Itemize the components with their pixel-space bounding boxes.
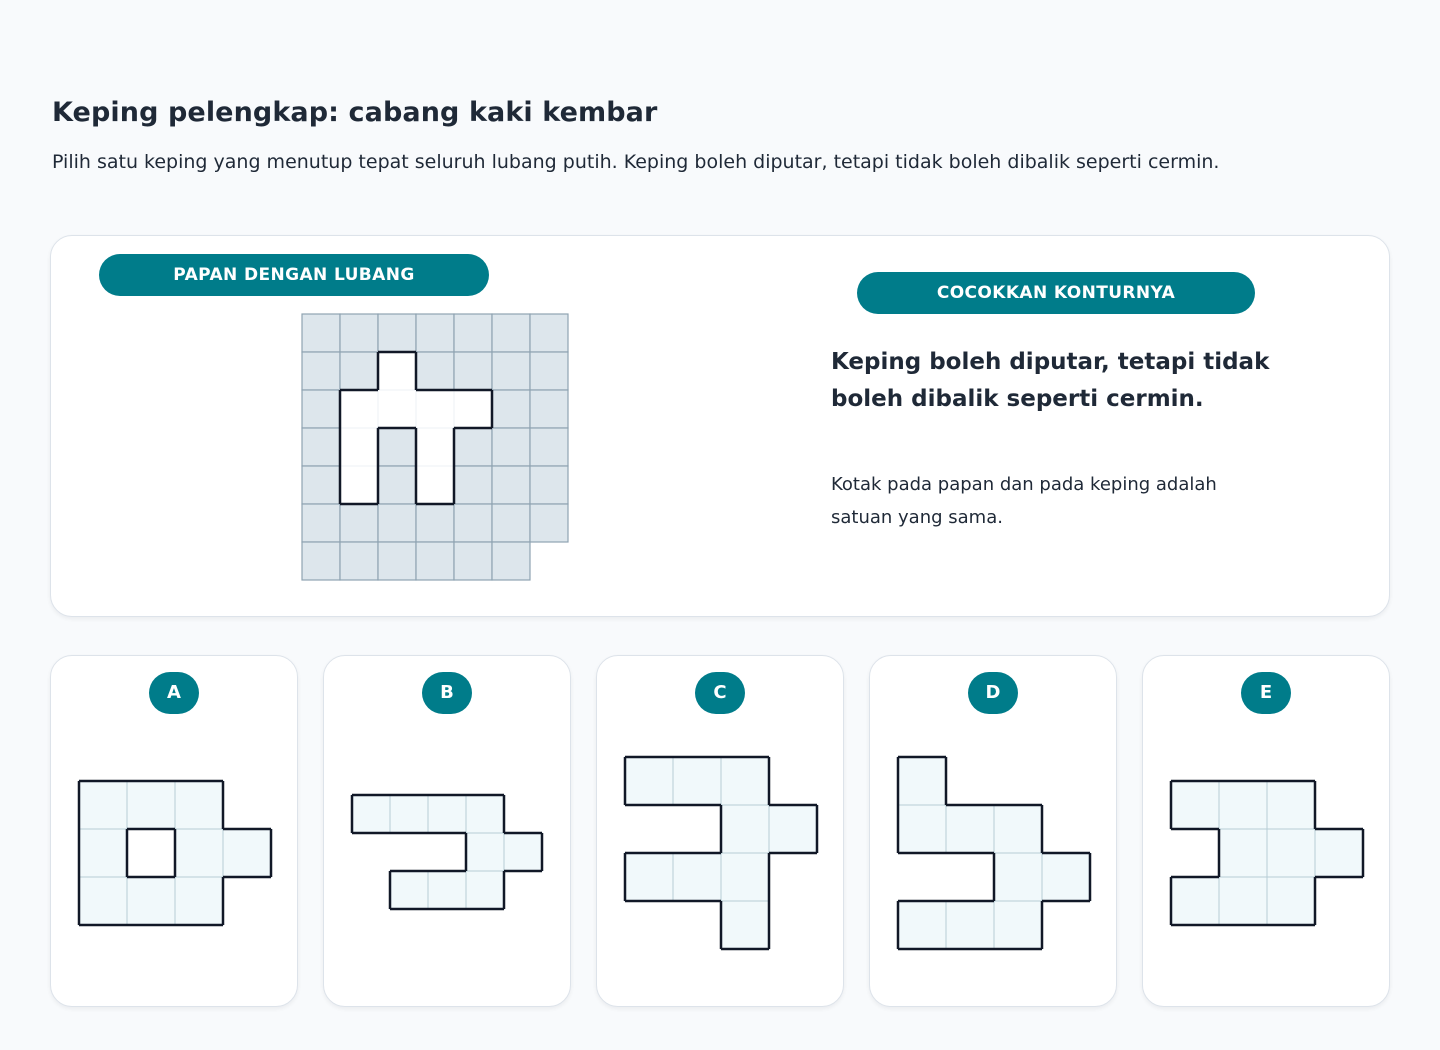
hint-label: COCOKKAN KONTURNYA	[857, 272, 1255, 314]
piece-cell	[673, 853, 721, 901]
piece-cell	[769, 805, 817, 853]
piece-cell	[994, 901, 1042, 949]
board-cell	[302, 428, 340, 466]
board-cell	[492, 466, 530, 504]
piece-cell	[994, 805, 1042, 853]
board-hole-cell	[340, 466, 378, 504]
board-cell	[530, 314, 568, 352]
piece-cell	[390, 871, 428, 909]
board-cell	[302, 390, 340, 428]
board-cell	[302, 504, 340, 542]
option-badge-a: A	[149, 672, 199, 714]
board-hole-cell	[416, 466, 454, 504]
board-cell	[302, 466, 340, 504]
board-cell	[530, 352, 568, 390]
piece-cell	[79, 877, 127, 925]
board-cell	[530, 466, 568, 504]
piece-cell	[721, 901, 769, 949]
option-badge-b: B	[422, 672, 472, 714]
piece-cell	[223, 829, 271, 877]
piece-c	[597, 656, 845, 1008]
board-hole-cell	[416, 428, 454, 466]
piece-cell	[1267, 781, 1315, 829]
piece-cell	[994, 853, 1042, 901]
piece-cell	[175, 877, 223, 925]
piece-cell	[946, 805, 994, 853]
board-cell	[340, 352, 378, 390]
option-card-b[interactable]	[323, 655, 571, 1007]
board-cell	[340, 314, 378, 352]
piece-cell	[625, 757, 673, 805]
board-cell	[378, 314, 416, 352]
board-cell	[492, 314, 530, 352]
board-cell	[454, 542, 492, 580]
board-cell	[530, 428, 568, 466]
piece-cell	[352, 795, 390, 833]
board-cell	[454, 504, 492, 542]
board-cell	[378, 428, 416, 466]
piece-cell	[721, 757, 769, 805]
board-cell	[302, 352, 340, 390]
hint-sub-text: Kotak pada papan dan pada keping adalah satuan yang sama.	[831, 474, 1217, 528]
option-card-c[interactable]	[596, 655, 844, 1007]
board-cell	[454, 466, 492, 504]
piece-cell	[946, 901, 994, 949]
board-cell	[492, 428, 530, 466]
piece-cell	[1267, 829, 1315, 877]
piece-cell	[721, 805, 769, 853]
piece-cell	[1171, 877, 1219, 925]
instructions-text: Pilih satu keping yang menutup tepat seluruh lubang putih. Keping boleh diputar, tetapi tidak boleh dibalik seperti cermin.	[52, 151, 1220, 173]
board-hole-cell	[340, 390, 378, 428]
piece-cell	[1219, 781, 1267, 829]
piece-cell	[466, 795, 504, 833]
piece-cell	[721, 853, 769, 901]
board-cell	[416, 504, 454, 542]
piece-cell	[428, 795, 466, 833]
piece-cell	[1315, 829, 1363, 877]
board-cell	[340, 504, 378, 542]
board-label: PAPAN DENGAN LUBANG	[99, 254, 489, 296]
piece-b	[324, 656, 572, 1008]
piece-cell	[1042, 853, 1090, 901]
piece-cell	[127, 781, 175, 829]
board-cell	[378, 542, 416, 580]
board-cell	[416, 352, 454, 390]
piece-cell	[175, 781, 223, 829]
board-cell	[492, 390, 530, 428]
piece-cell	[79, 829, 127, 877]
board-hole-cell	[416, 390, 454, 428]
board-cell	[492, 542, 530, 580]
piece-cell	[428, 871, 466, 909]
piece-cell	[1267, 877, 1315, 925]
board-cell	[302, 314, 340, 352]
option-card-a[interactable]	[50, 655, 298, 1007]
piece-cell	[625, 853, 673, 901]
piece-cell	[79, 781, 127, 829]
piece-cell	[390, 795, 428, 833]
piece-cell	[466, 871, 504, 909]
option-card-e[interactable]	[1142, 655, 1390, 1007]
board-hole-cell	[340, 428, 378, 466]
piece-a	[51, 656, 299, 1008]
board-hole-cell	[454, 390, 492, 428]
piece-cell	[673, 757, 721, 805]
board-hole-cell	[378, 352, 416, 390]
option-badge-e: E	[1241, 672, 1291, 714]
board-cell	[340, 542, 378, 580]
piece-d	[870, 656, 1118, 1008]
board-cell	[492, 504, 530, 542]
board-cell	[454, 352, 492, 390]
piece-cell	[1219, 829, 1267, 877]
page-title: Keping pelengkap: cabang kaki kembar	[52, 97, 658, 128]
board-cell	[416, 542, 454, 580]
board-cell	[378, 466, 416, 504]
board-cell	[302, 542, 340, 580]
option-badge-c: C	[695, 672, 745, 714]
board-cell	[454, 314, 492, 352]
board-cell	[416, 314, 454, 352]
board-cell	[454, 428, 492, 466]
piece-cell	[898, 757, 946, 805]
piece-cell	[898, 805, 946, 853]
hint-main-text: Keping boleh diputar, tetapi tidak boleh dibalik seperti cermin.	[831, 349, 1270, 412]
board-cell	[492, 352, 530, 390]
piece-e	[1143, 656, 1391, 1008]
board-cell	[530, 390, 568, 428]
piece-cell	[175, 829, 223, 877]
board-panel	[50, 235, 1390, 617]
piece-cell	[1219, 877, 1267, 925]
piece-cell	[127, 877, 175, 925]
board-cell	[530, 504, 568, 542]
board-cell	[378, 504, 416, 542]
option-card-d[interactable]	[869, 655, 1117, 1007]
piece-cell	[466, 833, 504, 871]
piece-cell	[504, 833, 542, 871]
piece-cell	[1171, 781, 1219, 829]
piece-cell	[898, 901, 946, 949]
option-badge-d: D	[968, 672, 1018, 714]
board-hole-cell	[378, 390, 416, 428]
